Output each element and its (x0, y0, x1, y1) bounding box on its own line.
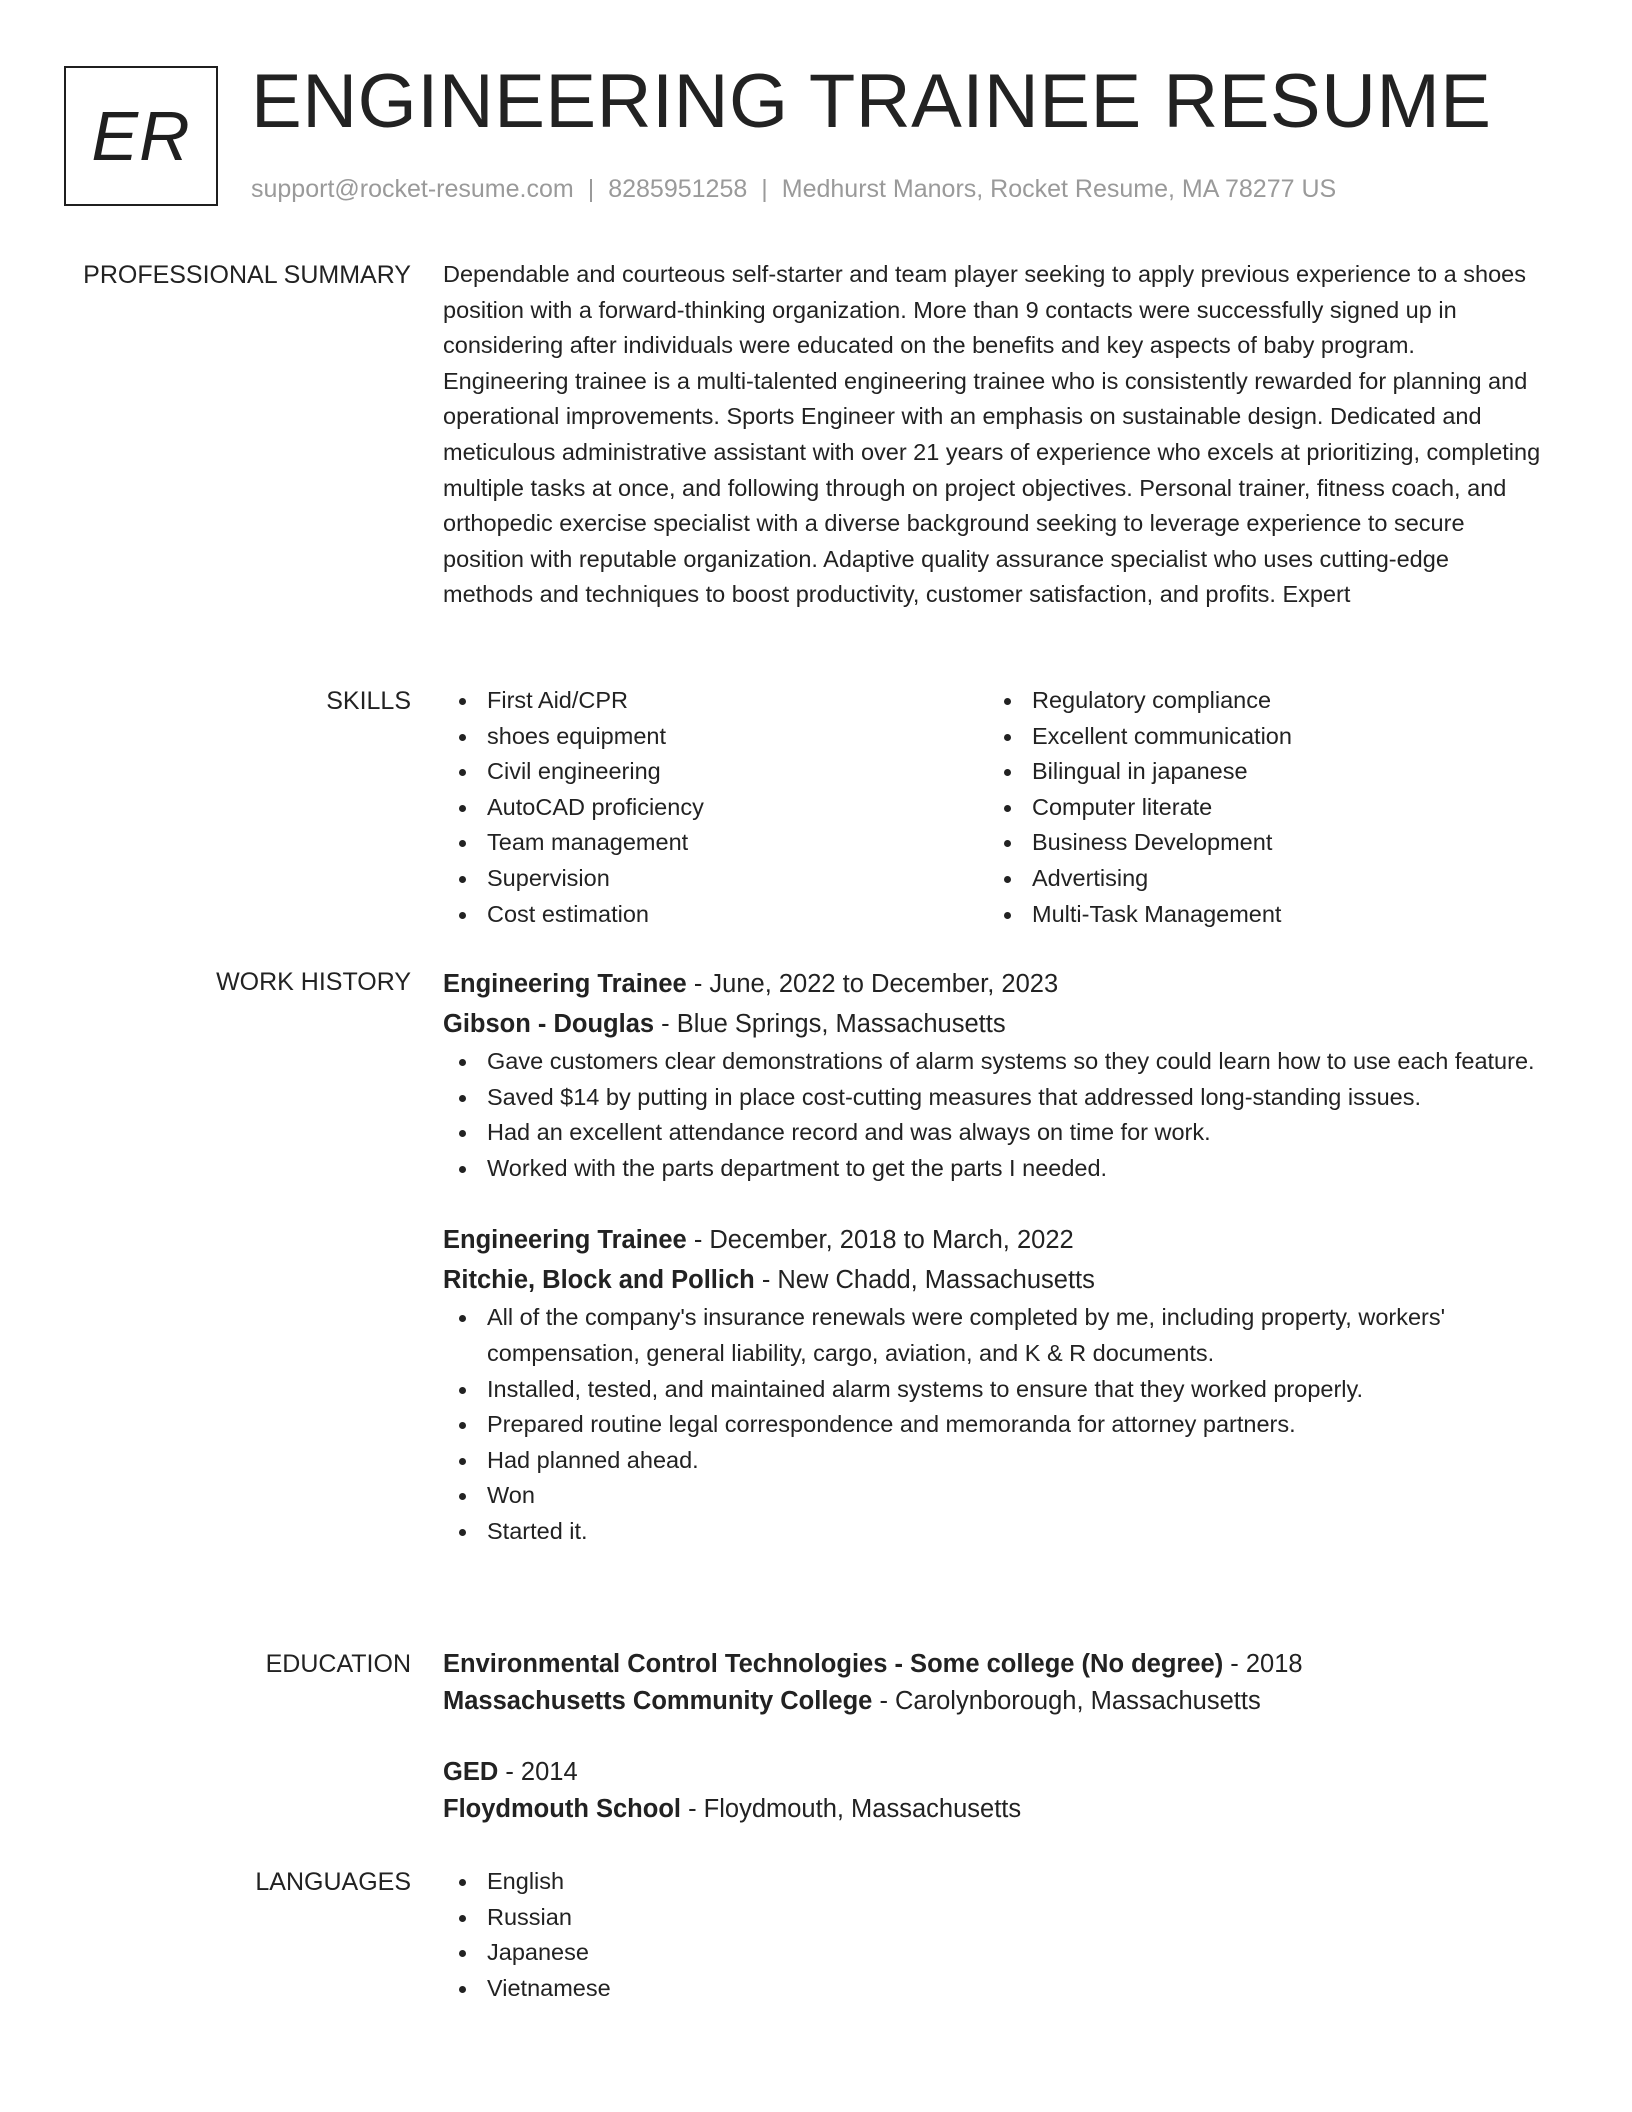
skill-item: shoes equipment (443, 719, 988, 755)
job-duties-list (443, 1044, 1543, 1186)
education-location: - Floydmouth, Massachusetts (680, 1795, 1022, 1823)
skill-item: Computer literate (988, 790, 1533, 826)
education-entry (443, 1646, 1543, 1720)
job-title: Engineering Trainee (443, 1226, 687, 1255)
education-year: - 2018 (1223, 1650, 1303, 1678)
skill-item: Advertising (988, 861, 1533, 897)
education-school: Floydmouth School (443, 1795, 681, 1823)
education-entry (443, 1754, 1543, 1828)
job-location: - New Chadd, Massachusetts (754, 1266, 1095, 1295)
skills-body (443, 683, 1543, 932)
job-company-line (443, 1260, 1543, 1300)
summary-body (443, 257, 1543, 613)
contact-phone: 8285951258 (608, 175, 748, 203)
job-duty: Had planned ahead. (443, 1443, 1543, 1479)
skills-list-right (988, 683, 1533, 932)
job-entry (443, 964, 1543, 1186)
job-company-line (443, 1004, 1543, 1044)
language-item: English (443, 1864, 1543, 1900)
education-school-line (443, 1683, 1543, 1720)
language-item: Vietnamese (443, 1971, 1543, 2007)
job-title-line (443, 964, 1543, 1004)
skills-columns (443, 683, 1543, 932)
job-duty: Saved $14 by putting in place cost-cutting measures that addressed long-standing issues. (443, 1080, 1543, 1116)
skills-list-left (443, 683, 988, 932)
section-label-languages: LANGUAGES (255, 1868, 411, 1896)
section-label-skills: SKILLS (326, 687, 411, 715)
contact-line (251, 170, 1336, 208)
education-location: - Carolynborough, Massachusetts (872, 1687, 1261, 1715)
job-dates: - December, 2018 to March, 2022 (686, 1226, 1074, 1255)
skill-item: Excellent communication (988, 719, 1533, 755)
monogram-logo (64, 66, 218, 206)
education-degree-line (443, 1754, 1543, 1791)
education-degree: GED (443, 1758, 499, 1786)
education-school-line (443, 1791, 1543, 1828)
job-location: - Blue Springs, Massachusetts (654, 1010, 1006, 1038)
job-company: Ritchie, Block and Pollich (443, 1266, 755, 1295)
skill-item: Supervision (443, 861, 988, 897)
languages-body (443, 1864, 1543, 2006)
contact-email: support@rocket-resume.com (251, 175, 574, 203)
skill-item: Team management (443, 825, 988, 861)
skill-item: Bilingual in japanese (988, 754, 1533, 790)
skill-item: Regulatory compliance (988, 683, 1533, 719)
contact-separator: | (761, 175, 768, 203)
job-duty: Started it. (443, 1514, 1543, 1550)
language-item: Russian (443, 1900, 1543, 1936)
job-duty: Gave customers clear demonstrations of alarm systems so they could learn how to use each feature. (443, 1044, 1543, 1080)
skill-item: Civil engineering (443, 754, 988, 790)
education-year: - 2014 (498, 1758, 578, 1786)
education-degree-line (443, 1646, 1543, 1683)
job-duties-list (443, 1300, 1543, 1549)
skill-item: Cost estimation (443, 897, 988, 933)
contact-address: Medhurst Manors, Rocket Resume, MA 78277 US (781, 175, 1337, 203)
job-title: Engineering Trainee (443, 970, 687, 998)
job-duty: Installed, tested, and maintained alarm systems to ensure that they worked properly. (443, 1372, 1543, 1408)
job-dates: - June, 2022 to December, 2023 (686, 970, 1059, 998)
section-label-work: WORK HISTORY (216, 968, 411, 996)
job-entry (443, 1220, 1543, 1549)
section-label-summary: PROFESSIONAL SUMMARY (83, 261, 411, 289)
skill-item: AutoCAD proficiency (443, 790, 988, 826)
education-school: Massachusetts Community College (443, 1687, 873, 1715)
job-duty: Had an excellent attendance record and was always on time for work. (443, 1115, 1543, 1151)
job-company: Gibson - Douglas (443, 1010, 655, 1038)
languages-list (443, 1864, 1543, 2006)
education-degree: Environmental Control Technologies - Some college (No degree) (443, 1650, 1224, 1678)
job-title-line (443, 1220, 1543, 1260)
job-duty: Worked with the parts department to get the parts I needed. (443, 1151, 1543, 1187)
skill-item: Multi-Task Management (988, 897, 1533, 933)
monogram-initials: ER (91, 97, 191, 175)
skill-item: Business Development (988, 825, 1533, 861)
job-duty: Won (443, 1478, 1543, 1514)
education-body (443, 1646, 1543, 1828)
language-item: Japanese (443, 1935, 1543, 1971)
skill-item: First Aid/CPR (443, 683, 988, 719)
resume-title: ENGINEERING TRAINEE RESUME (251, 59, 1492, 144)
job-duty: Prepared routine legal correspondence and memoranda for attorney partners. (443, 1407, 1543, 1443)
contact-separator: | (587, 175, 595, 203)
section-label-education: EDUCATION (265, 1650, 411, 1678)
summary-text: Dependable and courteous self-starter and team player seeking to apply previous experience to a shoes position with a forward-thinking organization. More than 9 contacts were successfully signed up in considering after individuals were educated on the benefits and key aspects of baby program. Engineering trainee is a multi-talented engineering trainee who is consistently rewarded for planning and operational improvements. Sports Engineer with an emphasis on sustainable design. Dedicated and meticulous administrative assistant with over 21 years of experience who excels at prioritizing, completing multiple tasks at once, and following through on project objectives. Personal trainer, fitness coach, and orthopedic exercise specialist with a diverse background seeking to leverage experience to secure position with reputable organization. Adaptive quality assurance specialist who uses cutting-edge methods and techniques to boost productivity, customer satisfaction, and profits. Expert (443, 261, 1541, 608)
job-duty: All of the company's insurance renewals were completed by me, including property, workers' compensation, general liability, cargo, aviation, and K & R documents. (443, 1300, 1543, 1371)
work-body (443, 964, 1543, 1550)
